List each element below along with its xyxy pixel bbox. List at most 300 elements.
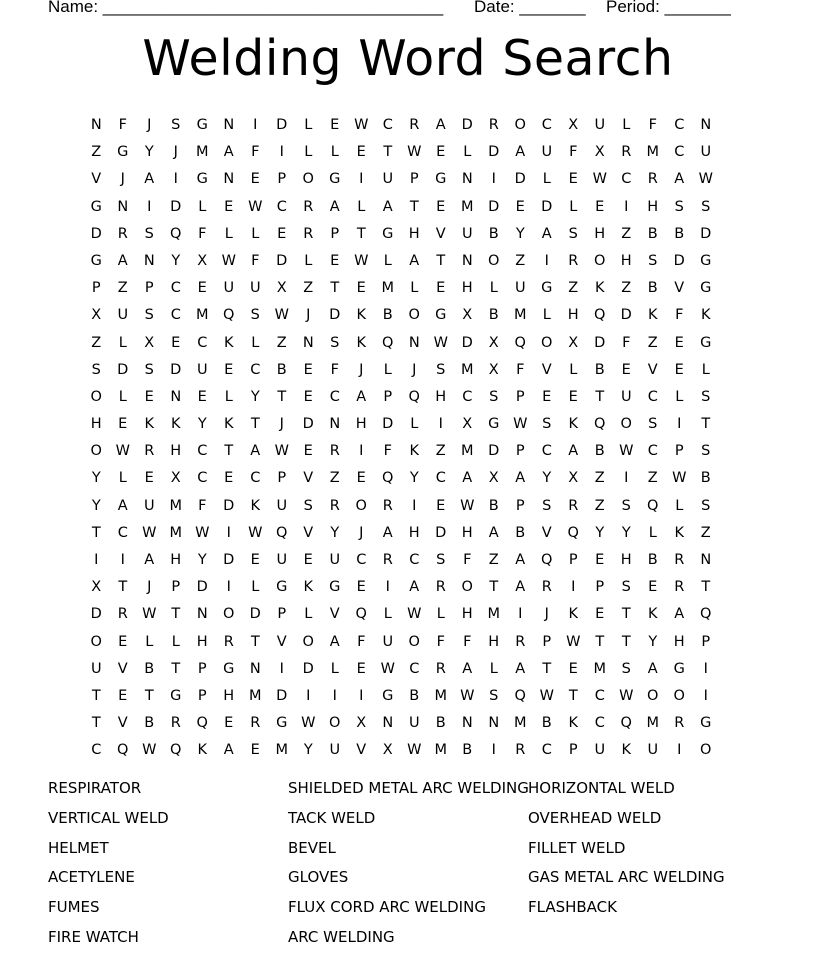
grid-letter[interactable]: I — [703, 660, 708, 677]
grid-letter[interactable]: K — [700, 307, 711, 324]
grid-letter[interactable]: X — [91, 579, 102, 596]
grid-letter[interactable]: V — [303, 524, 314, 541]
grid-letter[interactable]: Q — [514, 334, 526, 351]
grid-letter[interactable]: A — [674, 171, 685, 188]
grid-letter[interactable]: A — [515, 552, 526, 568]
grid-letter[interactable]: S — [144, 361, 154, 378]
grid-letter[interactable]: S — [542, 416, 552, 433]
grid-letter[interactable]: A — [117, 252, 128, 269]
grid-letter[interactable]: I — [624, 470, 629, 487]
grid-letter[interactable]: Q — [196, 715, 208, 732]
grid-letter[interactable]: X — [382, 742, 393, 759]
grid-letter[interactable]: L — [383, 361, 392, 378]
grid-letter[interactable]: Y — [91, 470, 101, 487]
grid-letter[interactable]: R — [488, 117, 499, 133]
grid-letter[interactable]: Z — [435, 443, 446, 460]
grid-letter[interactable]: O — [647, 687, 659, 704]
grid-letter[interactable]: K — [674, 524, 684, 541]
grid-letter[interactable]: E — [595, 552, 605, 568]
grid-letter[interactable]: Y — [197, 552, 207, 568]
grid-letter[interactable]: W — [460, 497, 475, 514]
grid-letter[interactable]: S — [621, 497, 631, 514]
grid-letter[interactable]: T — [91, 715, 101, 732]
grid-letter[interactable]: P — [515, 388, 525, 405]
grid-letter[interactable]: H — [223, 687, 235, 704]
grid-letter[interactable]: R — [674, 579, 685, 596]
grid-letter[interactable]: C — [170, 280, 181, 297]
grid-letter[interactable]: Q — [700, 606, 712, 623]
grid-letter[interactable]: K — [223, 416, 234, 433]
grid-letter[interactable]: O — [302, 171, 314, 188]
grid-letter[interactable]: A — [382, 198, 393, 215]
grid-letter[interactable]: S — [674, 198, 684, 215]
grid-letter[interactable]: W — [433, 334, 448, 351]
grid-letter[interactable]: J — [120, 171, 125, 188]
grid-letter[interactable]: S — [621, 660, 631, 677]
grid-letter[interactable]: K — [223, 334, 234, 351]
grid-letter[interactable]: M — [487, 606, 500, 623]
grid-letter[interactable]: R — [674, 552, 685, 568]
grid-letter[interactable]: Q — [514, 687, 526, 704]
grid-letter[interactable]: M — [646, 144, 659, 161]
grid-letter[interactable]: K — [170, 416, 181, 433]
grid-letter[interactable]: E — [568, 660, 578, 677]
grid-letter[interactable]: E — [250, 742, 260, 759]
grid-letter[interactable]: T — [250, 633, 260, 650]
grid-letter[interactable]: A — [409, 579, 420, 596]
grid-letter[interactable]: U — [700, 144, 712, 161]
grid-letter[interactable]: K — [621, 742, 631, 759]
grid-letter[interactable]: F — [198, 497, 207, 514]
grid-letter[interactable]: K — [303, 579, 313, 596]
grid-letter[interactable]: E — [250, 552, 260, 568]
grid-letter[interactable]: N — [90, 117, 102, 133]
grid-letter[interactable]: Z — [303, 280, 314, 297]
grid-letter[interactable]: R — [382, 497, 393, 514]
grid-letter[interactable]: G — [90, 198, 102, 215]
grid-letter[interactable]: G — [435, 307, 447, 324]
grid-letter[interactable]: E — [568, 171, 578, 188]
grid-letter[interactable]: N — [223, 117, 235, 133]
grid-letter[interactable]: Y — [595, 524, 605, 541]
grid-letter[interactable]: K — [409, 443, 419, 460]
grid-letter[interactable]: W — [407, 606, 422, 623]
name-field[interactable]: Name: ____________________________________ — [48, 0, 444, 16]
grid-letter[interactable]: V — [541, 524, 552, 541]
grid-letter[interactable]: L — [357, 198, 366, 215]
grid-letter[interactable]: W — [354, 117, 369, 133]
grid-letter[interactable]: T — [595, 388, 605, 405]
grid-letter[interactable]: F — [198, 225, 207, 242]
grid-letter[interactable]: D — [382, 416, 394, 433]
grid-letter[interactable]: S — [250, 307, 260, 324]
grid-letter[interactable]: N — [408, 334, 420, 351]
grid-letter[interactable]: L — [118, 388, 127, 405]
grid-letter[interactable]: D — [700, 225, 712, 242]
grid-letter[interactable]: E — [356, 470, 366, 487]
grid-letter[interactable]: T — [171, 606, 181, 623]
grid-letter[interactable]: W — [142, 606, 157, 623]
grid-letter[interactable]: T — [568, 687, 578, 704]
grid-letter[interactable]: L — [224, 388, 233, 405]
grid-letter[interactable]: Q — [647, 497, 659, 514]
grid-letter[interactable]: X — [462, 416, 473, 433]
grid-letter[interactable]: F — [622, 334, 631, 351]
grid-letter[interactable]: G — [329, 579, 341, 596]
grid-letter[interactable]: F — [648, 117, 657, 133]
grid-letter[interactable]: E — [356, 660, 366, 677]
grid-letter[interactable]: Q — [223, 307, 235, 324]
grid-letter[interactable]: U — [594, 742, 606, 759]
grid-letter[interactable]: J — [359, 361, 364, 378]
grid-letter[interactable]: J — [544, 606, 549, 623]
grid-letter[interactable]: R — [435, 579, 446, 596]
grid-letter[interactable]: C — [541, 742, 552, 759]
grid-letter[interactable]: A — [223, 144, 234, 161]
grid-letter[interactable]: Y — [515, 225, 525, 242]
grid-letter[interactable]: O — [514, 117, 526, 133]
grid-letter[interactable]: O — [488, 252, 500, 269]
grid-letter[interactable]: K — [647, 307, 658, 324]
grid-letter[interactable]: P — [542, 633, 552, 650]
grid-letter[interactable]: E — [144, 388, 154, 405]
grid-letter[interactable]: H — [408, 524, 420, 541]
grid-letter[interactable]: S — [144, 307, 154, 324]
grid-letter[interactable]: X — [170, 470, 181, 487]
grid-letter[interactable]: K — [356, 334, 366, 351]
grid-letter[interactable]: T — [250, 416, 260, 433]
grid-letter[interactable]: O — [408, 307, 420, 324]
grid-letter[interactable]: X — [276, 280, 287, 297]
grid-letter[interactable]: T — [621, 633, 631, 650]
grid-letter[interactable]: B — [276, 361, 287, 378]
grid-letter[interactable]: O — [673, 687, 685, 704]
grid-letter[interactable]: Q — [170, 225, 182, 242]
grid-letter[interactable]: R — [409, 117, 420, 133]
grid-letter[interactable]: O — [541, 334, 553, 351]
grid-letter[interactable]: L — [251, 225, 260, 242]
grid-letter[interactable]: B — [700, 470, 711, 487]
grid-letter[interactable]: V — [303, 470, 314, 487]
grid-letter[interactable]: P — [171, 579, 181, 596]
grid-letter[interactable]: I — [491, 171, 496, 188]
grid-letter[interactable]: P — [197, 660, 207, 677]
grid-letter[interactable]: V — [356, 742, 367, 759]
grid-letter[interactable]: L — [304, 144, 313, 161]
grid-letter[interactable]: D — [276, 117, 288, 133]
grid-letter[interactable]: A — [329, 633, 340, 650]
grid-letter[interactable]: B — [541, 715, 552, 732]
grid-letter[interactable]: A — [541, 225, 552, 242]
grid-letter[interactable]: X — [144, 334, 155, 351]
grid-letter[interactable]: I — [438, 416, 443, 433]
grid-letter[interactable]: I — [279, 144, 284, 161]
grid-letter[interactable]: S — [621, 579, 631, 596]
grid-letter[interactable]: M — [460, 361, 474, 378]
grid-letter[interactable]: J — [147, 579, 152, 596]
grid-letter[interactable]: S — [542, 497, 552, 514]
grid-letter[interactable]: L — [171, 633, 180, 650]
grid-letter[interactable]: W — [274, 443, 289, 460]
grid-letter[interactable]: E — [515, 198, 525, 215]
grid-letter[interactable]: H — [620, 552, 632, 568]
grid-letter[interactable]: C — [594, 715, 605, 732]
grid-letter[interactable]: B — [674, 225, 685, 242]
grid-letter[interactable]: N — [488, 715, 500, 732]
grid-letter[interactable]: S — [701, 443, 711, 460]
grid-letter[interactable]: T — [701, 416, 711, 433]
grid-letter[interactable]: N — [461, 252, 473, 269]
grid-letter[interactable]: L — [145, 633, 154, 650]
grid-letter[interactable]: G — [90, 252, 102, 269]
grid-letter[interactable]: D — [249, 606, 261, 623]
grid-letter[interactable]: Q — [117, 742, 129, 759]
grid-letter[interactable]: S — [701, 198, 711, 215]
grid-letter[interactable]: C — [170, 307, 181, 324]
grid-letter[interactable]: W — [248, 524, 263, 541]
grid-letter[interactable]: B — [647, 552, 658, 568]
grid-letter[interactable]: R — [117, 606, 128, 623]
grid-letter[interactable]: E — [224, 198, 234, 215]
grid-letter[interactable]: W — [407, 742, 422, 759]
grid-letter[interactable]: E — [621, 361, 631, 378]
grid-letter[interactable]: A — [515, 470, 526, 487]
grid-letter[interactable]: N — [382, 715, 394, 732]
grid-letter[interactable]: I — [677, 742, 682, 759]
grid-letter[interactable]: D — [435, 524, 447, 541]
grid-letter[interactable]: S — [436, 552, 446, 568]
grid-letter[interactable]: X — [594, 144, 605, 161]
grid-letter[interactable]: P — [277, 171, 287, 188]
grid-letter[interactable]: C — [621, 171, 632, 188]
grid-letter[interactable]: U — [249, 280, 261, 297]
grid-letter[interactable]: I — [253, 117, 258, 133]
grid-letter[interactable]: H — [170, 443, 182, 460]
grid-letter[interactable]: L — [436, 606, 445, 623]
grid-letter[interactable]: E — [436, 198, 446, 215]
grid-letter[interactable]: G — [117, 144, 129, 161]
grid-letter[interactable]: C — [541, 117, 552, 133]
grid-letter[interactable]: C — [197, 334, 208, 351]
grid-letter[interactable]: P — [91, 280, 101, 297]
grid-letter[interactable]: L — [198, 198, 207, 215]
grid-letter[interactable]: Q — [408, 388, 420, 405]
grid-letter[interactable]: M — [646, 715, 659, 732]
grid-letter[interactable]: Y — [197, 416, 207, 433]
grid-letter[interactable]: P — [595, 579, 605, 596]
grid-letter[interactable]: C — [409, 660, 420, 677]
grid-letter[interactable]: B — [647, 225, 658, 242]
grid-letter[interactable]: X — [568, 117, 579, 133]
grid-letter[interactable]: P — [330, 225, 340, 242]
grid-letter[interactable]: B — [594, 443, 605, 460]
grid-letter[interactable]: L — [118, 334, 127, 351]
grid-letter[interactable]: I — [544, 252, 549, 269]
grid-letter[interactable]: L — [410, 280, 419, 297]
grid-letter[interactable]: I — [120, 552, 125, 568]
grid-letter[interactable]: N — [170, 388, 182, 405]
grid-letter[interactable]: B — [488, 225, 499, 242]
grid-letter[interactable]: P — [568, 742, 578, 759]
grid-letter[interactable]: U — [382, 633, 394, 650]
grid-letter[interactable]: E — [303, 388, 313, 405]
grid-letter[interactable]: M — [195, 307, 209, 324]
grid-letter[interactable]: N — [461, 715, 473, 732]
grid-letter[interactable]: R — [674, 715, 685, 732]
grid-letter[interactable]: Q — [620, 715, 632, 732]
grid-letter[interactable]: W — [566, 633, 581, 650]
grid-letter[interactable]: U — [541, 144, 553, 161]
grid-letter[interactable]: W — [301, 715, 316, 732]
grid-letter[interactable]: H — [90, 416, 102, 433]
grid-letter[interactable]: E — [197, 280, 207, 297]
grid-letter[interactable]: K — [356, 307, 366, 324]
grid-letter[interactable]: P — [701, 633, 711, 650]
grid-letter[interactable]: P — [515, 497, 525, 514]
grid-letter[interactable]: B — [435, 715, 446, 732]
grid-letter[interactable]: S — [330, 334, 340, 351]
grid-letter[interactable]: X — [568, 470, 579, 487]
grid-letter[interactable]: M — [513, 715, 527, 732]
grid-letter[interactable]: H — [170, 552, 182, 568]
grid-letter[interactable]: H — [461, 606, 473, 623]
grid-letter[interactable]: W — [221, 252, 236, 269]
grid-letter[interactable]: N — [143, 252, 155, 269]
grid-letter[interactable]: H — [408, 225, 420, 242]
grid-letter[interactable]: P — [144, 280, 154, 297]
grid-letter[interactable]: E — [224, 715, 234, 732]
grid-letter[interactable]: P — [277, 606, 287, 623]
grid-letter[interactable]: I — [571, 579, 576, 596]
grid-letter[interactable]: C — [435, 470, 446, 487]
grid-letter[interactable]: D — [223, 497, 235, 514]
grid-letter[interactable]: E — [595, 606, 605, 623]
grid-letter[interactable]: R — [170, 715, 181, 732]
grid-letter[interactable]: K — [568, 416, 578, 433]
grid-letter[interactable]: E — [595, 198, 605, 215]
grid-letter[interactable]: I — [226, 524, 231, 541]
grid-letter[interactable]: D — [514, 171, 526, 188]
grid-letter[interactable]: R — [568, 497, 579, 514]
grid-letter[interactable]: W — [513, 416, 528, 433]
grid-letter[interactable]: H — [673, 633, 685, 650]
grid-letter[interactable]: L — [489, 660, 498, 677]
grid-letter[interactable]: R — [515, 633, 526, 650]
grid-letter[interactable]: W — [592, 171, 607, 188]
grid-letter[interactable]: M — [195, 144, 209, 161]
grid-letter[interactable]: Q — [594, 416, 606, 433]
grid-letter[interactable]: R — [303, 198, 314, 215]
grid-letter[interactable]: W — [407, 144, 422, 161]
grid-letter[interactable]: B — [462, 742, 473, 759]
grid-letter[interactable]: D — [620, 307, 632, 324]
grid-letter[interactable]: K — [144, 416, 154, 433]
grid-letter[interactable]: K — [568, 606, 578, 623]
grid-letter[interactable]: I — [491, 742, 496, 759]
grid-letter[interactable]: M — [169, 497, 182, 514]
grid-letter[interactable]: K — [594, 280, 605, 297]
grid-letter[interactable]: U — [647, 742, 659, 759]
grid-letter[interactable]: Y — [91, 497, 101, 514]
grid-letter[interactable]: E — [144, 470, 154, 487]
grid-letter[interactable]: A — [409, 252, 420, 269]
grid-letter[interactable]: R — [117, 225, 128, 242]
grid-letter[interactable]: C — [117, 524, 128, 541]
grid-letter[interactable]: Y — [648, 633, 658, 650]
grid-letter[interactable]: C — [197, 443, 208, 460]
grid-letter[interactable]: P — [568, 552, 578, 568]
grid-letter[interactable]: H — [461, 524, 473, 541]
grid-letter[interactable]: L — [489, 280, 498, 297]
grid-letter[interactable]: G — [329, 171, 341, 188]
grid-letter[interactable]: E — [674, 361, 684, 378]
grid-letter[interactable]: G — [700, 252, 712, 269]
grid-letter[interactable]: L — [542, 307, 551, 324]
grid-letter[interactable]: V — [674, 280, 685, 297]
grid-letter[interactable]: P — [674, 443, 684, 460]
grid-letter[interactable]: Z — [329, 470, 340, 487]
grid-letter[interactable]: Q — [170, 742, 182, 759]
grid-letter[interactable]: E — [436, 280, 446, 297]
grid-letter[interactable]: U — [117, 307, 129, 324]
grid-letter[interactable]: O — [90, 633, 102, 650]
grid-letter[interactable]: F — [330, 361, 339, 378]
grid-letter[interactable]: A — [515, 579, 526, 596]
grid-letter[interactable]: P — [277, 470, 287, 487]
grid-letter[interactable]: D — [488, 144, 500, 161]
grid-letter[interactable]: X — [488, 334, 499, 351]
grid-letter[interactable]: H — [620, 252, 632, 269]
grid-letter[interactable]: E — [303, 443, 313, 460]
grid-letter[interactable]: I — [385, 579, 390, 596]
grid-letter[interactable]: K — [647, 606, 658, 623]
grid-letter[interactable]: I — [94, 552, 99, 568]
grid-letter[interactable]: C — [329, 388, 340, 405]
grid-letter[interactable]: W — [460, 687, 475, 704]
grid-letter[interactable]: E — [303, 361, 313, 378]
grid-letter[interactable]: B — [594, 361, 605, 378]
grid-letter[interactable]: O — [90, 388, 102, 405]
grid-letter[interactable]: P — [383, 388, 393, 405]
grid-letter[interactable]: D — [488, 198, 500, 215]
grid-letter[interactable]: F — [675, 307, 684, 324]
grid-letter[interactable]: W — [672, 470, 687, 487]
grid-letter[interactable]: F — [383, 443, 392, 460]
grid-letter[interactable]: V — [435, 225, 446, 242]
grid-letter[interactable]: S — [648, 252, 658, 269]
grid-letter[interactable]: L — [383, 252, 392, 269]
grid-letter[interactable]: N — [196, 606, 208, 623]
grid-letter[interactable]: L — [304, 252, 313, 269]
grid-letter[interactable]: E — [250, 171, 260, 188]
grid-letter[interactable]: S — [303, 497, 313, 514]
grid-letter[interactable]: E — [436, 497, 446, 514]
grid-letter[interactable]: T — [171, 660, 181, 677]
grid-letter[interactable]: L — [675, 388, 684, 405]
grid-letter[interactable]: O — [90, 443, 102, 460]
grid-letter[interactable]: O — [700, 742, 712, 759]
grid-letter[interactable]: T — [436, 252, 446, 269]
grid-letter[interactable]: U — [90, 660, 102, 677]
grid-letter[interactable]: I — [624, 198, 629, 215]
grid-letter[interactable]: D — [223, 552, 235, 568]
grid-letter[interactable]: E — [542, 388, 552, 405]
grid-letter[interactable]: A — [382, 524, 393, 541]
grid-letter[interactable]: W — [248, 198, 263, 215]
grid-letter[interactable]: N — [461, 171, 473, 188]
grid-letter[interactable]: S — [171, 117, 181, 133]
grid-letter[interactable]: N — [249, 660, 261, 677]
